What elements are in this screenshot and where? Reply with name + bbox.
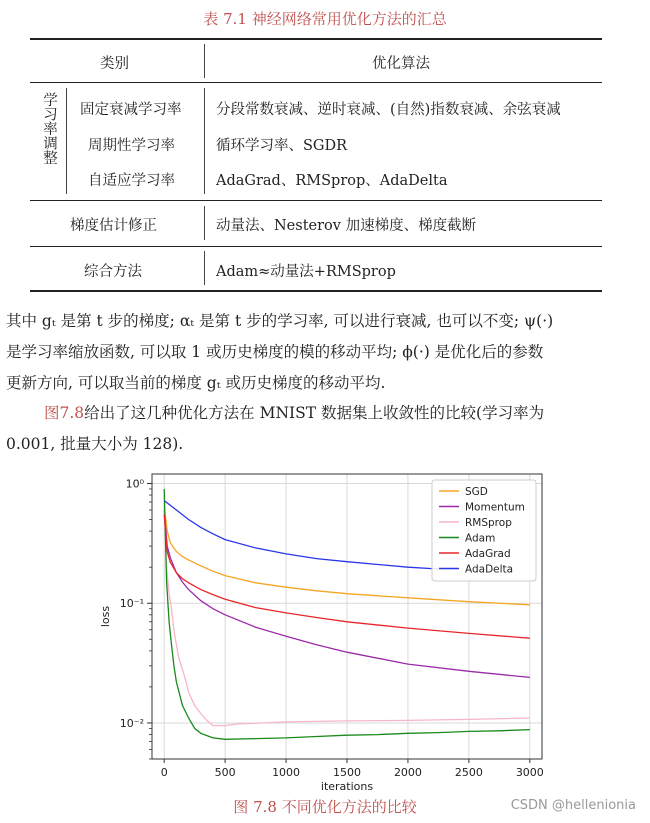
legend-label: RMSprop (465, 517, 512, 529)
table-row-category: 周期性学习率 (88, 138, 175, 154)
y-tick-label: 10⁻² (119, 716, 144, 730)
paragraph-line: 是学习率缩放函数, 可以取 1 或历史梯度的模的移动平均; ϕ(·) 是优化后的参数 (6, 343, 544, 361)
body-paragraph-1 (6, 306, 636, 399)
x-tick-label: 2000 (393, 766, 422, 779)
table-row-divider-2 (204, 251, 205, 285)
table-row-category: 梯度估计修正 (70, 218, 157, 234)
series-line (164, 501, 438, 569)
table-group-label-divider (66, 88, 67, 194)
table-header-category: 类别 (100, 56, 129, 72)
table-bottom-rule (30, 290, 602, 292)
table-row-category: 固定衰减学习率 (80, 102, 182, 118)
table-row-category: 综合方法 (84, 264, 142, 280)
table-caption: 表 7.1 神经网络常用优化方法的汇总 (203, 10, 447, 28)
x-axis-label: iterations (320, 780, 374, 793)
table-row-divider-1 (204, 206, 205, 240)
x-tick-label: 500 (214, 766, 236, 779)
x-tick-label: 1500 (333, 766, 361, 779)
paragraph-line: 其中 gₜ 是第 t 步的梯度; αₜ 是第 t 步的学习率, 可以进行衰减, 也可以不变; ψ(·) (6, 312, 554, 330)
legend-label: Momentum (465, 501, 525, 514)
table-header-rule (30, 82, 602, 83)
table-header-methods: 优化算法 (372, 56, 430, 72)
table-top-rule (30, 38, 602, 40)
y-tick-label: 10⁰ (125, 477, 144, 491)
figure-reference-link[interactable]: 图7.8 (44, 404, 85, 422)
table-group-label: 学习率调整 (41, 92, 57, 165)
table-row-methods: 动量法、Nesterov 加速梯度、梯度截断 (216, 218, 477, 234)
table-row-rule-2 (30, 246, 602, 247)
y-axis-label: loss (99, 605, 112, 628)
legend-label: AdaDelta (465, 563, 514, 576)
legend-label: AdaGrad (465, 548, 511, 560)
paragraph-line: 更新方向, 可以取当前的梯度 gₜ 或历史梯度的移动平均. (6, 374, 386, 392)
paragraph-text: 给出了这几种优化方法在 MNIST 数据集上收敛性的比较(学习率为 (84, 404, 545, 422)
body-paragraph-2 (6, 398, 636, 460)
x-tick-label: 3000 (515, 766, 544, 779)
x-tick-label: 0 (160, 766, 168, 779)
paragraph-line: 0.001, 批量大小为 128). (6, 435, 184, 453)
x-tick-label: 2500 (454, 766, 483, 779)
table-row-methods: Adam≈动量法+RMSprop (216, 264, 396, 280)
legend-label: SGD (465, 486, 488, 498)
loss-chart (95, 462, 544, 793)
x-tick-label: 1000 (272, 766, 301, 779)
table-row-category: 自适应学习率 (88, 173, 175, 189)
watermark: CSDN @hellenionia (510, 798, 636, 813)
figure-caption: 图 7.8 不同优化方法的比较 (233, 798, 417, 816)
table-row-rule-1 (30, 200, 602, 201)
y-tick-label: 10⁻¹ (119, 597, 144, 611)
table-row-methods: 分段常数衰减、逆时衰减、(自然)指数衰减、余弦衰减 (216, 102, 561, 118)
table-row-methods: 循环学习率、SGDR (216, 138, 348, 154)
table-group-divider (204, 88, 205, 194)
table-row-methods: AdaGrad、RMSprop、AdaDelta (216, 173, 448, 189)
legend-label: Adam (465, 532, 496, 545)
table-header-divider (204, 44, 205, 78)
paragraph-line (6, 398, 636, 429)
